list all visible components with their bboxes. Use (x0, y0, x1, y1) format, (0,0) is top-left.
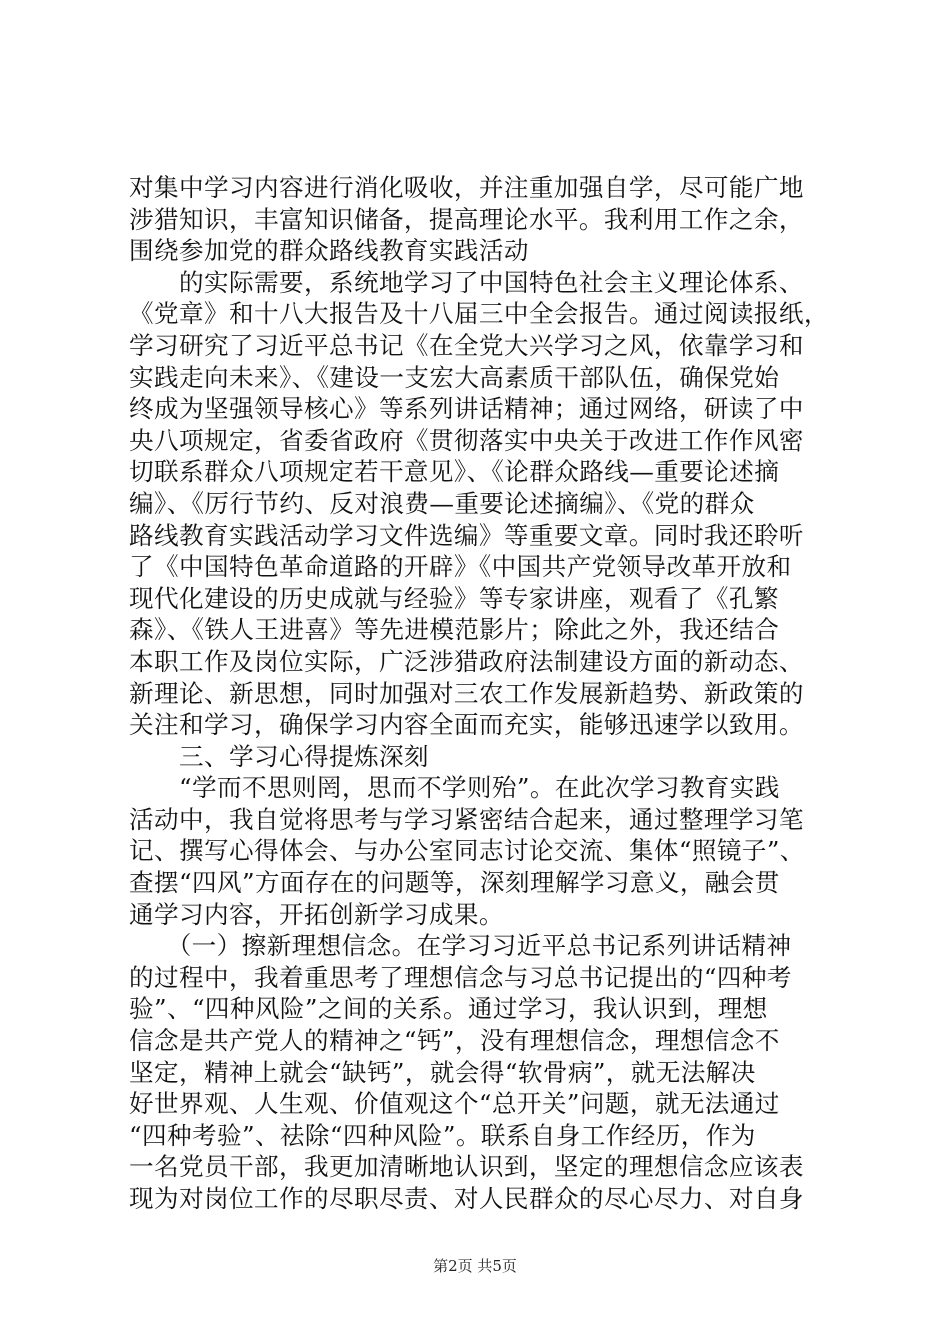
text-line: 涉猎知识，丰富知识储备，提高理论水平。我利用工作之余， (129, 204, 804, 234)
text-line: 现为对岗位工作的尽职尽责、对人民群众的尽心尽力、对自身 (129, 1184, 804, 1213)
text-line: 终成为坚强领导核心》等系列讲话精神；通过网络，研读了中 (129, 394, 804, 424)
text-line: 切联系群众八项规定若干意见》、《论群众路线—重要论述摘 (129, 457, 780, 487)
text-line: 的实际需要，系统地学习了中国特色社会主义理论体系、 (129, 267, 804, 297)
text-line: 的过程中，我着重思考了理想信念与习总书记提出的“四种考 (129, 962, 792, 992)
text-line: 新理论、新思想，同时加强对三农工作发展新趋势、新政策的 (129, 678, 804, 708)
text-line: 了《中国特色革命道路的开辟》《中国共产党领导改革开放和 (129, 552, 792, 582)
text-line: 通学习内容，开拓创新学习成果。 (129, 899, 504, 929)
text-line: 坚定，精神上就会“缺钙”，就会得“软骨病”，就无法解决 (129, 1057, 756, 1087)
text-line: 好世界观、人生观、价值观这个“总开关”问题，就无法通过 (129, 1089, 780, 1119)
text-line: 对集中学习内容进行消化吸收，并注重加强自学，尽可能广地 (129, 173, 804, 202)
text-line: 本职工作及岗位实际，广泛涉猎政府法制建设方面的新动态、 (129, 646, 804, 676)
text-line: 活动中，我自觉将思考与学习紧密结合起来，通过整理学习笔 (129, 804, 804, 834)
text-line: 央八项规定，省委省政府《贯彻落实中央关于改进工作作风密 (129, 425, 804, 455)
text-line: 关注和学习，确保学习内容全面而充实，能够迅速学以致用。 (129, 710, 804, 740)
text-line: 路线教育实践活动学习文件选编》等重要文章。同时我还聆听 (129, 520, 804, 550)
text-line: “学而不思则罔，思而不学则殆”。在此次学习教育实践 (129, 773, 780, 803)
text-line: （一）擦新理想信念。在学习习近平总书记系列讲话精神 (129, 931, 792, 961)
text-line: 实践走向未来》、《建设一支宏大高素质干部队伍，确保党始 (129, 362, 780, 392)
text-line: 编》、《厉行节约、反对浪费—重要论述摘编》、《党的群众 (129, 488, 755, 518)
text-line: 森》、《铁人王进喜》等先进模范影片；除此之外，我还结合 (129, 615, 780, 645)
document-body (129, 172, 829, 1215)
text-line: 三、学习心得提炼深刻 (129, 741, 429, 771)
text-line: “四种考验”、祛除“四种风险”。联系自身工作经历，作为 (129, 1120, 756, 1150)
text-line: 围绕参加党的群众路线教育实践活动 (129, 236, 529, 266)
text-line: 现代化建设的历史成就与经验》等专家讲座，观看了《孔繁 (129, 583, 779, 613)
text-line: 查摆“四风”方面存在的问题等，深刻理解学习意义，融会贯 (129, 868, 780, 898)
text-line: 一名党员干部，我更加清晰地认识到，坚定的理想信念应该表 (129, 1152, 804, 1182)
page-footer: 第2页 共5页 (433, 1257, 517, 1275)
text-line: 信念是共产党人的精神之“钙”，没有理想信念，理想信念不 (129, 1026, 780, 1056)
text-line: 《党章》和十八大报告及十八届三中全会报告。通过阅读报纸， (129, 299, 829, 329)
text-line: 记、撰写心得体会、与办公室同志讨论交流、集体“照镜子”、 (129, 836, 805, 866)
text-line: 验”、“四种风险”之间的关系。通过学习，我认识到，理想 (129, 994, 768, 1024)
text-line: 学习研究了习近平总书记《在全党大兴学习之风，依靠学习和 (129, 330, 804, 360)
